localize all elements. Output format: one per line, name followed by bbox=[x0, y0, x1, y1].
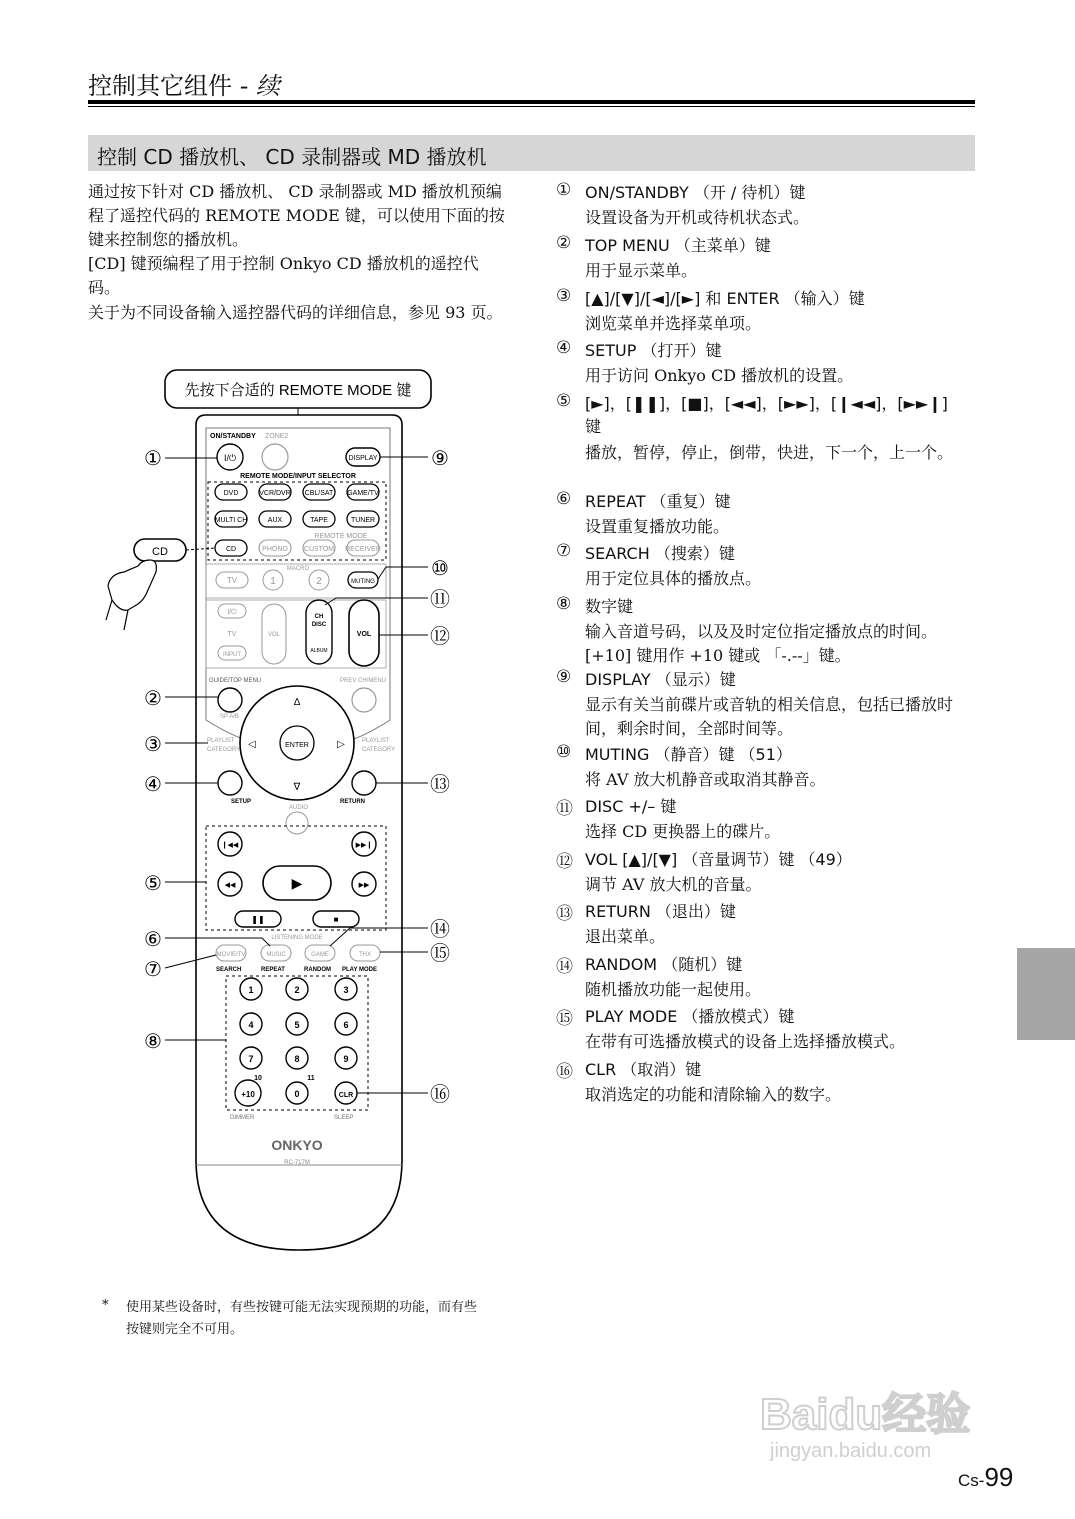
svg-text:1: 1 bbox=[248, 985, 254, 995]
svg-text:⑤: ⑤ bbox=[144, 873, 162, 895]
svg-text:REMOTE MODE/INPUT SELECTOR: REMOTE MODE/INPUT SELECTOR bbox=[240, 473, 356, 480]
svg-text:CD: CD bbox=[225, 546, 237, 553]
header-rule-thin bbox=[88, 106, 975, 107]
svg-text:REPEAT: REPEAT bbox=[261, 967, 285, 973]
svg-text:0: 0 bbox=[294, 1089, 300, 1099]
svg-text:I/⏻: I/⏻ bbox=[227, 609, 237, 616]
svg-text:DISC: DISC bbox=[311, 622, 327, 628]
svg-text:⑯: ⑯ bbox=[430, 1084, 450, 1106]
remote-mode-callout-text: 先按下合适的 REMOTE MODE 键 bbox=[184, 382, 412, 399]
svg-text:④: ④ bbox=[144, 774, 162, 796]
svg-text:⑥: ⑥ bbox=[144, 929, 162, 951]
svg-text:◀◀: ◀◀ bbox=[224, 882, 236, 889]
svg-text:LISTENING MODE: LISTENING MODE bbox=[271, 935, 323, 941]
svg-text:1: 1 bbox=[270, 576, 276, 587]
svg-text:⑪: ⑪ bbox=[430, 589, 450, 611]
svg-text:▷: ▷ bbox=[337, 739, 345, 750]
svg-text:PLAYLIST: PLAYLIST bbox=[362, 738, 390, 744]
svg-text:10: 10 bbox=[254, 1075, 262, 1082]
svg-text:THX: THX bbox=[359, 952, 371, 958]
svg-text:⑭: ⑭ bbox=[430, 919, 450, 941]
svg-text:■: ■ bbox=[333, 915, 339, 924]
svg-text:REMOTE MODE: REMOTE MODE bbox=[314, 533, 368, 540]
header-continued: - 续 bbox=[232, 72, 280, 100]
svg-text:∇: ∇ bbox=[293, 782, 301, 793]
svg-text:②: ② bbox=[144, 688, 162, 710]
svg-text:①: ① bbox=[144, 448, 162, 470]
svg-text:DVD: DVD bbox=[223, 490, 239, 497]
intro-paragraph-1: 通过按下针对 CD 播放机、 CD 录制器或 MD 播放机预编程了遥控代码的 REMOTE MODE 键，可以使用下面的按键来控制您的播放机。 bbox=[88, 182, 505, 249]
svg-text:I/⏻: I/⏻ bbox=[223, 453, 237, 463]
svg-text:4: 4 bbox=[248, 1020, 254, 1030]
svg-text:DISPLAY: DISPLAY bbox=[348, 455, 378, 462]
svg-text:⑨: ⑨ bbox=[431, 448, 449, 470]
svg-text:ENTER: ENTER bbox=[285, 742, 309, 749]
svg-text:⑫: ⑫ bbox=[430, 626, 450, 648]
svg-text:8: 8 bbox=[294, 1054, 300, 1064]
remote-diagram bbox=[95, 365, 495, 1270]
watermark-url: jingyan.baidu.com bbox=[770, 1440, 932, 1462]
svg-text:CATEGORY: CATEGORY bbox=[207, 747, 241, 753]
svg-text:VOL: VOL bbox=[267, 632, 281, 638]
svg-text:CD: CD bbox=[152, 546, 168, 558]
svg-text:CLR: CLR bbox=[338, 1092, 354, 1099]
svg-text:▶▶: ▶▶ bbox=[358, 882, 370, 889]
svg-text:RANDOM: RANDOM bbox=[304, 967, 331, 973]
svg-text:2: 2 bbox=[316, 576, 322, 587]
svg-text:PHONO: PHONO bbox=[262, 546, 288, 553]
svg-text:7: 7 bbox=[248, 1054, 254, 1064]
svg-text:CH: CH bbox=[314, 614, 324, 620]
section-title: 控制 CD 播放机、 CD 录制器或 MD 播放机 bbox=[97, 145, 487, 169]
svg-text:▶: ▶ bbox=[291, 875, 303, 891]
footnote-star: * bbox=[102, 1298, 109, 1313]
svg-text:TV: TV bbox=[226, 576, 238, 585]
svg-text:SETUP: SETUP bbox=[231, 799, 252, 805]
svg-text:DIMMER: DIMMER bbox=[230, 1115, 255, 1121]
setup-button bbox=[218, 771, 242, 795]
svg-text:⑮: ⑮ bbox=[430, 943, 450, 965]
svg-text:MUSIC: MUSIC bbox=[266, 952, 286, 958]
header-title-text: 控制其它组件 bbox=[88, 72, 232, 100]
header-rule-thick bbox=[88, 100, 975, 104]
disc-button bbox=[306, 600, 332, 664]
svg-text:TUNER: TUNER bbox=[350, 517, 376, 524]
svg-text:2: 2 bbox=[294, 985, 300, 995]
svg-text:9: 9 bbox=[343, 1054, 349, 1064]
svg-text:SLEEP: SLEEP bbox=[334, 1115, 354, 1121]
intro-paragraph-3: 关于为不同设备输入遥控器代码的详细信息，参见 93 页。 bbox=[88, 303, 503, 322]
svg-text:❙◀◀: ❙◀◀ bbox=[221, 842, 239, 849]
svg-text:CATEGORY: CATEGORY bbox=[362, 747, 396, 753]
intro-paragraph-2: [CD] 键预编程了用于控制 Onkyo CD 播放机的遥控代码。 bbox=[88, 254, 479, 297]
svg-text:⑧: ⑧ bbox=[144, 1031, 162, 1053]
svg-text:VCR/DVR: VCR/DVR bbox=[259, 490, 291, 497]
svg-text:ZONE2: ZONE2 bbox=[265, 433, 289, 440]
finger-icon bbox=[106, 560, 156, 630]
svg-text:ALBUM: ALBUM bbox=[310, 648, 328, 654]
svg-text:5: 5 bbox=[294, 1020, 300, 1030]
svg-text:AUDIO: AUDIO bbox=[289, 805, 309, 811]
chapter-side-tab bbox=[1017, 948, 1075, 1040]
svg-text:MACRO: MACRO bbox=[286, 566, 310, 572]
page-header-title bbox=[88, 66, 280, 101]
footnote-text: 使用某些设备时，有些按键可能无法实现预期的功能，而有些按键则完全不可用。 bbox=[126, 1300, 478, 1337]
page-number: Cs-99 bbox=[958, 1462, 1014, 1492]
svg-text:GAME/TV: GAME/TV bbox=[347, 490, 379, 497]
svg-text:PREV CH/MENU: PREV CH/MENU bbox=[340, 678, 387, 684]
svg-text:RETURN: RETURN bbox=[340, 799, 365, 805]
svg-text:Baidu经验: Baidu经验 bbox=[760, 1390, 971, 1439]
svg-text:6: 6 bbox=[343, 1020, 349, 1030]
svg-text:SEARCH: SEARCH bbox=[216, 967, 242, 973]
svg-text:⑩: ⑩ bbox=[431, 558, 449, 580]
svg-text:VOL: VOL bbox=[356, 631, 372, 638]
svg-text:MULTI CH: MULTI CH bbox=[214, 517, 248, 524]
svg-text:INPUT: INPUT bbox=[223, 652, 241, 658]
zone2-button bbox=[262, 444, 288, 470]
svg-text:◁: ◁ bbox=[248, 739, 256, 750]
svg-text:MUTING: MUTING bbox=[351, 579, 375, 585]
svg-text:⑦: ⑦ bbox=[144, 959, 162, 981]
brand-logo: ONKYO bbox=[271, 1137, 323, 1153]
svg-text:③: ③ bbox=[144, 734, 162, 756]
svg-text:RC-717M: RC-717M bbox=[284, 1160, 310, 1166]
svg-text:PLAYLIST: PLAYLIST bbox=[207, 738, 235, 744]
svg-text:❚❚: ❚❚ bbox=[251, 915, 265, 924]
svg-text:CBL/SAT: CBL/SAT bbox=[304, 490, 334, 497]
svg-text:TV: TV bbox=[227, 631, 237, 638]
svg-text:MOVIE/TV: MOVIE/TV bbox=[216, 952, 246, 958]
return-button bbox=[352, 771, 376, 795]
svg-text:SP A/B: SP A/B bbox=[220, 714, 239, 720]
svg-text:▶▶❙: ▶▶❙ bbox=[355, 842, 373, 849]
svg-text:11: 11 bbox=[307, 1075, 315, 1082]
svg-text:RECEIVER: RECEIVER bbox=[345, 546, 381, 553]
svg-text:∆: ∆ bbox=[293, 697, 301, 708]
svg-text:+10: +10 bbox=[241, 1090, 255, 1099]
top-menu-button bbox=[218, 688, 242, 712]
svg-text:3: 3 bbox=[343, 985, 349, 995]
svg-text:PLAY MODE: PLAY MODE bbox=[342, 967, 378, 973]
svg-text:TAPE: TAPE bbox=[310, 517, 328, 524]
svg-text:GAME: GAME bbox=[311, 952, 329, 958]
baidu-watermark-logo bbox=[760, 1385, 1010, 1441]
svg-text:CUSTOM: CUSTOM bbox=[303, 546, 335, 553]
svg-text:ON/STANDBY: ON/STANDBY bbox=[210, 433, 256, 440]
svg-text:⑬: ⑬ bbox=[430, 774, 450, 796]
svg-text:GUIDE/TOP MENU: GUIDE/TOP MENU bbox=[209, 678, 262, 684]
svg-text:AUX: AUX bbox=[267, 517, 283, 524]
